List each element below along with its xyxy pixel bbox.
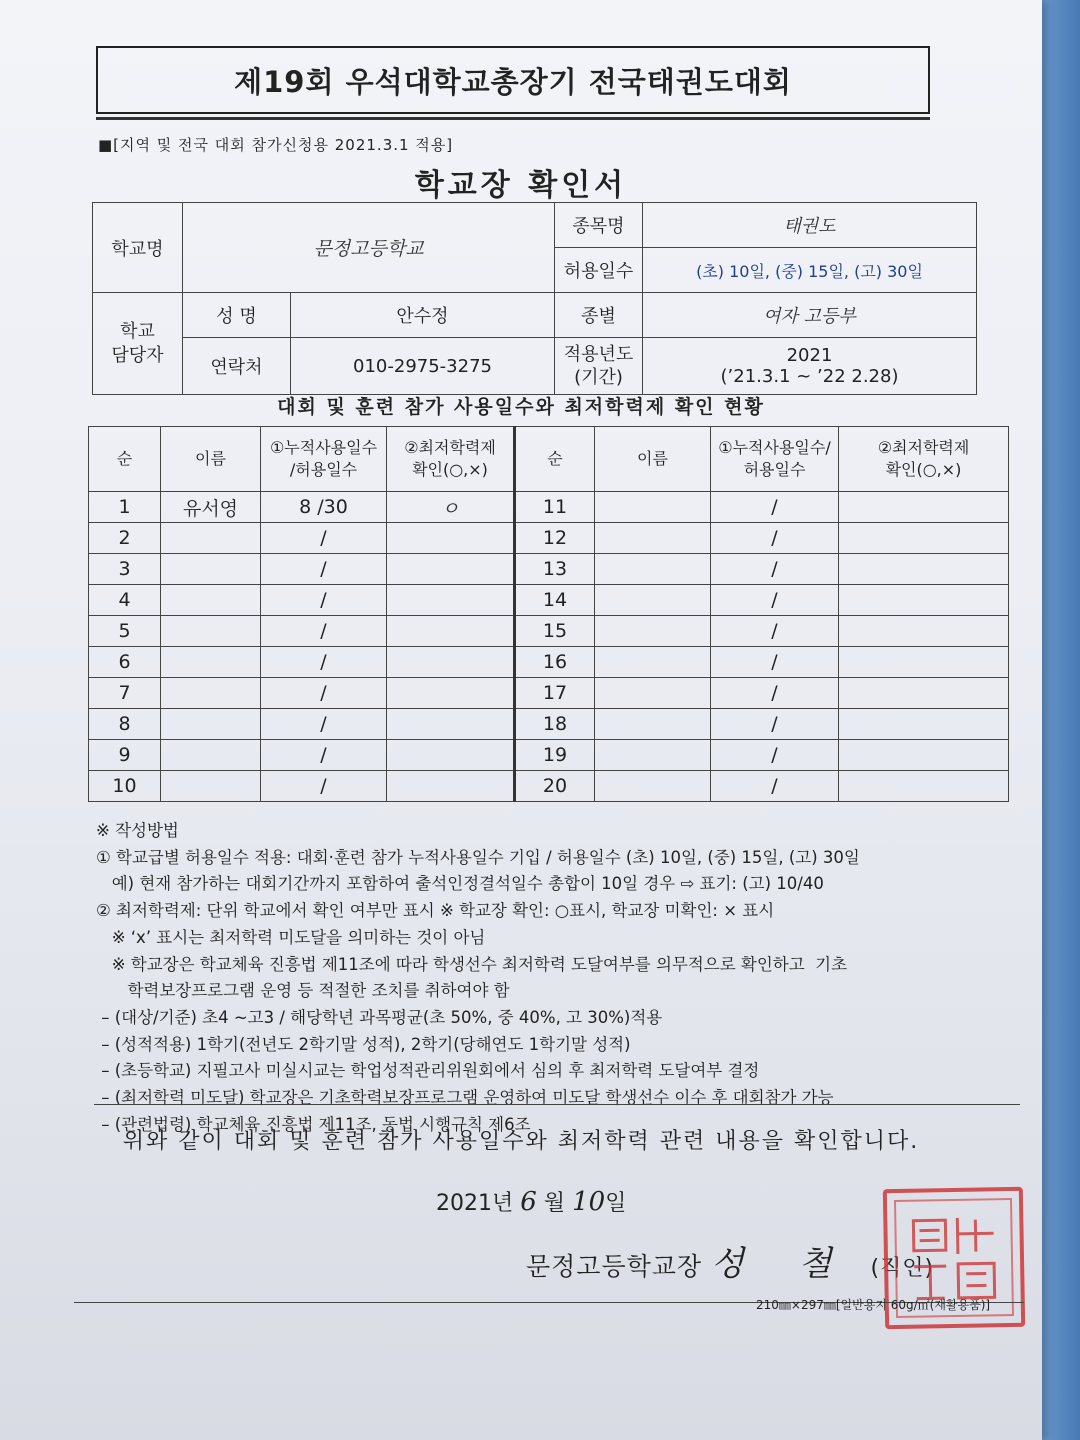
row-days-right: / xyxy=(711,678,839,709)
row-number-right: 15 xyxy=(515,616,595,647)
row-min-check xyxy=(387,678,515,709)
row-number: 1 xyxy=(89,492,161,523)
instruction-line: – (최저학력 미도달) 학교장은 기초학력보장프로그램 운영하여 미도달 학생선수 이수 후 대회참가 가능 xyxy=(96,1088,834,1108)
row-min-check-right xyxy=(839,678,1009,709)
contact-value: 010-2975-3275 xyxy=(291,338,555,395)
row-name-right xyxy=(595,771,711,802)
paper-spec: 210㎜×297㎜[일반용지 60g/㎡(재활용품)] xyxy=(756,1298,991,1312)
row-number: 9 xyxy=(89,740,161,771)
row-min-check xyxy=(387,554,515,585)
row-days: / xyxy=(261,678,387,709)
row-number-right: 11 xyxy=(515,492,595,523)
row-name-right xyxy=(595,492,711,523)
row-number: 4 xyxy=(89,585,161,616)
row-days: / xyxy=(261,554,387,585)
instruction-line: 학력보장프로그램 운영 등 적절한 조치를 취하여야 함 xyxy=(96,981,510,1001)
row-name xyxy=(161,616,261,647)
col-name-right: 이름 xyxy=(595,427,711,492)
row-days-right: / xyxy=(711,740,839,771)
row-days: / xyxy=(261,647,387,678)
row-number: 3 xyxy=(89,554,161,585)
event-title: 제19회 우석대학교총장기 전국태권도대회 xyxy=(96,46,930,114)
confirmation-statement: 위와 같이 대회 및 훈련 참가 사용일수와 최저학력 관련 내용을 확인합니다. xyxy=(122,1129,920,1154)
allowed-days-label: 허용일수 xyxy=(555,248,643,293)
row-number: 7 xyxy=(89,678,161,709)
col-no-right: 순 xyxy=(515,427,595,492)
row-name-right xyxy=(595,709,711,740)
table-row xyxy=(89,709,1009,740)
row-number-right: 13 xyxy=(515,554,595,585)
seal-glyph-icon xyxy=(905,1209,1003,1307)
table-row xyxy=(89,554,1009,585)
row-min-check-right xyxy=(839,554,1009,585)
row-days-right: / xyxy=(711,585,839,616)
document-title: 학교장 확인서 xyxy=(414,168,628,203)
principal-title: 문정고등학교장 xyxy=(526,1252,703,1281)
row-number: 6 xyxy=(89,647,161,678)
instruction-line: ① 학교급별 허용일수 적용: 대회·훈련 참가 누적사용일수 기입 / 허용일수 (초) 10일, (중) 15일, (고) 30일 xyxy=(96,847,860,867)
instructions-heading: ※ 작성방법 xyxy=(96,821,179,840)
school-label: 학교명 xyxy=(93,203,183,293)
row-name-right xyxy=(595,554,711,585)
row-min-check xyxy=(387,771,515,802)
row-name xyxy=(161,771,261,802)
divider xyxy=(94,1104,1020,1105)
category-value: 여자 고등부 xyxy=(643,293,977,338)
table-row xyxy=(89,585,1009,616)
row-name-right xyxy=(595,616,711,647)
row-number-right: 20 xyxy=(515,771,595,802)
period-value: (’21.3.1 ~ ’22 2.28) xyxy=(720,366,899,387)
row-days-right: / xyxy=(711,647,839,678)
manager-label: 학교 담당자 xyxy=(93,293,183,395)
status-title: 대회 및 훈련 참가 사용일수와 최저학력제 확인 현황 xyxy=(277,396,765,418)
row-days: / xyxy=(261,709,387,740)
contact-label: 연락처 xyxy=(183,338,291,395)
row-days-right: / xyxy=(711,554,839,585)
row-min-check xyxy=(387,523,515,554)
date-day-unit: 일 xyxy=(605,1191,627,1216)
instruction-line: – (성적적용) 1학기(전년도 2학기말 성적), 2학기(당해연도 1학기말 성적) xyxy=(96,1034,631,1054)
row-min-check-right xyxy=(839,647,1009,678)
table-row xyxy=(89,771,1009,802)
instruction-line: 예) 현재 참가하는 대회기간까지 포함하여 출석인정결석일수 총합이 10일 경우 ⇨ 표기: (고) 10/40 xyxy=(96,874,824,894)
principal-line xyxy=(526,1236,934,1285)
row-min-check-right xyxy=(839,585,1009,616)
row-min-check: ㅇ xyxy=(387,492,515,523)
row-min-check xyxy=(387,740,515,771)
instruction-line: ※ ‘x’ 표시는 최저학력 미도달을 의미하는 것이 아님 xyxy=(96,927,486,947)
row-name: 유서영 xyxy=(161,492,261,523)
date-month-unit: 월 xyxy=(543,1191,566,1216)
row-days: / xyxy=(261,616,387,647)
row-days: / xyxy=(261,771,387,802)
col-min-right: ②최저학력제 확인(○,×) xyxy=(839,427,1009,492)
allowed-days-value: (초) 10일, (중) 15일, (고) 30일 xyxy=(643,248,977,293)
row-min-check-right xyxy=(839,709,1009,740)
row-name xyxy=(161,585,261,616)
row-name-right xyxy=(595,647,711,678)
row-min-check-right xyxy=(839,771,1009,802)
instructions-lines xyxy=(96,845,1026,1139)
row-number: 2 xyxy=(89,523,161,554)
instruction-line: – (초등학교) 지필고사 미실시교는 학업성적관리위원회에서 심의 후 최저학력 도달여부 결정 xyxy=(96,1061,760,1081)
row-min-check xyxy=(387,709,515,740)
instruction-line: – (대상/기준) 초4 ~고3 / 해당학년 과목평균(초 50%, 중 40%, 고 30%)적용 xyxy=(96,1008,663,1028)
row-number: 8 xyxy=(89,709,161,740)
row-days-right: / xyxy=(711,616,839,647)
sport-label: 종목명 xyxy=(555,203,643,248)
name-value: 안수정 xyxy=(291,293,555,338)
col-days: ①누적사용일수 /허용일수 xyxy=(261,427,387,492)
row-name-right xyxy=(595,523,711,554)
instruction-line: ② 최저학력제: 단위 학교에서 확인 여부만 표시 ※ 학교장 확인: ○표시, 학교장 미확인: × 표시 xyxy=(96,901,775,921)
row-days-right: / xyxy=(711,523,839,554)
row-name xyxy=(161,678,261,709)
row-number-right: 16 xyxy=(515,647,595,678)
school-value: 문정고등학교 xyxy=(183,203,555,293)
date-day: 10 xyxy=(572,1187,606,1217)
name-label: 성 명 xyxy=(183,293,291,338)
row-name xyxy=(161,554,261,585)
form-note: ■[지역 및 전국 대회 참가신청용 2021.3.1 적용] xyxy=(98,136,454,154)
row-min-check-right xyxy=(839,523,1009,554)
row-min-check-right xyxy=(839,492,1009,523)
row-name xyxy=(161,740,261,771)
row-days: / xyxy=(261,585,387,616)
row-days: / xyxy=(261,740,387,771)
row-min-check-right xyxy=(839,616,1009,647)
row-days-right: / xyxy=(711,709,839,740)
row-min-check-right xyxy=(839,740,1009,771)
row-name-right xyxy=(595,678,711,709)
sport-value: 태권도 xyxy=(643,203,977,248)
row-number-right: 19 xyxy=(515,740,595,771)
row-days: 8 /30 xyxy=(261,492,387,523)
table-row xyxy=(89,616,1009,647)
table-row xyxy=(89,678,1009,709)
issue-date xyxy=(436,1186,626,1217)
row-min-check xyxy=(387,616,515,647)
row-number-right: 18 xyxy=(515,709,595,740)
year-label: 적용년도 (기간) xyxy=(555,338,643,395)
principal-signature: 성 철 xyxy=(711,1244,854,1284)
row-number-right: 14 xyxy=(515,585,595,616)
row-min-check xyxy=(387,585,515,616)
table-row xyxy=(89,647,1009,678)
row-min-check xyxy=(387,647,515,678)
category-label: 종별 xyxy=(555,293,643,338)
col-days-right: ①누적사용일수/ 허용일수 xyxy=(711,427,839,492)
table-row xyxy=(89,492,1009,523)
row-name xyxy=(161,709,261,740)
seal-mark-label: (직인) xyxy=(870,1256,935,1281)
row-days-right: / xyxy=(711,492,839,523)
row-name xyxy=(161,647,261,678)
school-info-table xyxy=(92,202,977,395)
instructions xyxy=(96,818,1026,1139)
col-name: 이름 xyxy=(161,427,261,492)
row-number-right: 17 xyxy=(515,678,595,709)
row-days: / xyxy=(261,523,387,554)
row-number: 10 xyxy=(89,771,161,802)
row-number-right: 12 xyxy=(515,523,595,554)
participant-table xyxy=(88,426,1009,802)
year-cell xyxy=(643,338,977,395)
instruction-line: – (관련법령) 학교체육 진흥법 제11조, 동법 시행규칙 제6조 xyxy=(96,1114,531,1134)
table-row xyxy=(89,740,1009,771)
col-no: 순 xyxy=(89,427,161,492)
row-days-right: / xyxy=(711,771,839,802)
table-row xyxy=(89,523,1009,554)
table-header-row xyxy=(89,427,1009,492)
date-month: 6 xyxy=(520,1187,537,1217)
col-min: ②최저학력제 확인(○,×) xyxy=(387,427,515,492)
instruction-line: ※ 학교장은 학교체육 진흥법 제11조에 따라 학생선수 최저학력 도달여부를 의무적으로 확인하고 기초 xyxy=(96,954,848,974)
row-name-right xyxy=(595,585,711,616)
year-value: 2021 xyxy=(786,345,833,366)
row-number: 5 xyxy=(89,616,161,647)
date-year: 2021년 xyxy=(436,1191,514,1216)
row-name xyxy=(161,523,261,554)
row-name-right xyxy=(595,740,711,771)
